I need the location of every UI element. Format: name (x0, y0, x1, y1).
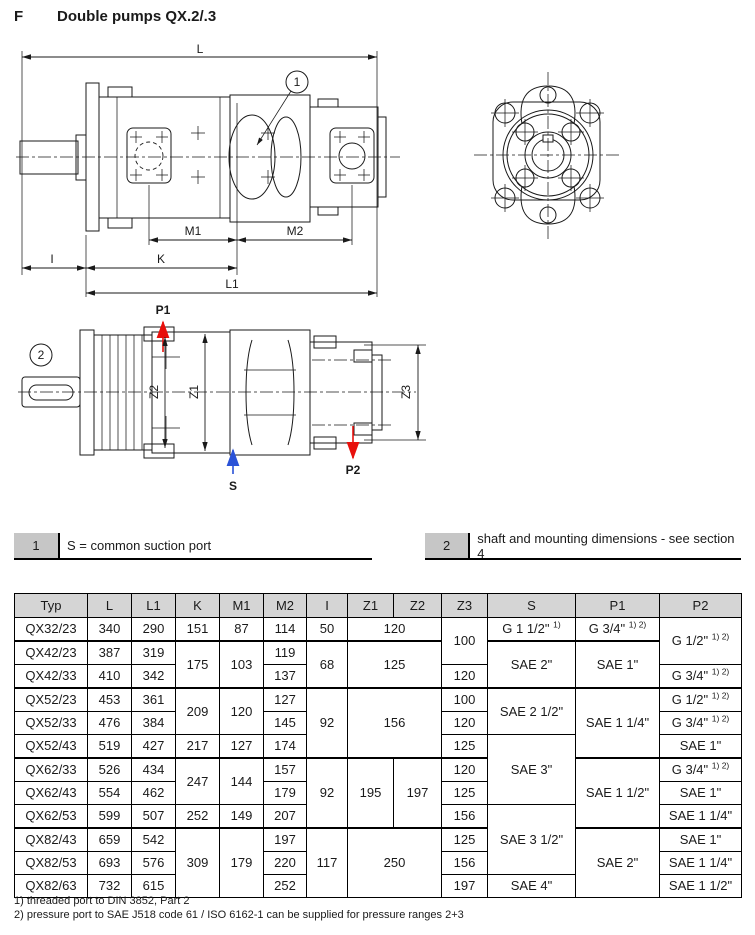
cell-z1z2: 125 (348, 641, 442, 688)
cell-l: 732 (88, 875, 132, 898)
cell-z3: 156 (442, 852, 488, 875)
cell-z3: 197 (442, 875, 488, 898)
cell-p2 (660, 618, 742, 665)
cell-typ: QX42/33 (15, 665, 88, 689)
cell-typ: QX52/43 (15, 735, 88, 759)
cell-m2: 137 (264, 665, 307, 689)
col-header-p2: P2 (660, 594, 742, 618)
table-row (15, 828, 742, 852)
cell-p2 (660, 782, 742, 805)
cell-p2 (660, 665, 742, 689)
cell-m2: 197 (264, 828, 307, 852)
dim-label-i: I (50, 252, 54, 266)
port-size: SAE 3 1/2" (499, 831, 564, 847)
cell-l: 387 (88, 641, 132, 665)
cell-s (488, 618, 576, 642)
cell-p2 (660, 805, 742, 829)
cell-s (488, 641, 576, 688)
port-size: G 3/4" (671, 668, 709, 684)
port-size: SAE 1" (596, 656, 639, 672)
table-header-row (15, 594, 742, 618)
dimension-table (14, 593, 742, 898)
cell-m2: 207 (264, 805, 307, 829)
cell-s (488, 735, 576, 805)
pump-body-plan (22, 327, 392, 458)
port-size: SAE 1" (679, 832, 722, 848)
port-size: SAE 2 1/2" (499, 703, 564, 719)
table-row (15, 641, 742, 665)
table-row (15, 688, 742, 712)
callout-note-1-number: 1 (14, 533, 60, 558)
cell-l1: 290 (132, 618, 176, 642)
port-size: SAE 1 1/4" (668, 808, 733, 824)
cell-i: 68 (307, 641, 348, 688)
table-row (15, 618, 742, 642)
cell-typ: QX82/53 (15, 852, 88, 875)
port-size: G 3/4" (671, 715, 709, 731)
cell-l: 453 (88, 688, 132, 712)
flange-crosshairs (491, 99, 604, 212)
cell-m2: 145 (264, 712, 307, 735)
cell-m2: 252 (264, 875, 307, 898)
cell-m2: 119 (264, 641, 307, 665)
cell-l1: 384 (132, 712, 176, 735)
cell-i: 92 (307, 758, 348, 828)
cell-typ: QX32/23 (15, 618, 88, 642)
callout-note-2-text: shaft and mounting dimensions - see section 4 (477, 530, 735, 561)
cell-l1: 542 (132, 828, 176, 852)
section-letter: F (14, 8, 24, 25)
cell-p2 (660, 828, 742, 852)
cell-typ: QX82/63 (15, 875, 88, 898)
cell-k: 175 (176, 641, 220, 688)
cell-m2: 114 (264, 618, 307, 642)
cell-p2 (660, 875, 742, 898)
cell-l: 554 (88, 782, 132, 805)
cell-z3: 120 (442, 665, 488, 689)
port-size: SAE 2" (510, 656, 553, 672)
cell-s (488, 875, 576, 898)
port-size: G 3/4" (588, 621, 626, 637)
cell-l1: 462 (132, 782, 176, 805)
port-size: SAE 1" (679, 785, 722, 801)
port-size: G 1/2" (671, 633, 709, 649)
col-header-z1: Z1 (348, 594, 394, 618)
col-header-typ: Typ (15, 594, 88, 618)
cell-m2: 127 (264, 688, 307, 712)
cell-m1: 103 (220, 641, 264, 688)
port-label-p2: P2 (345, 463, 361, 477)
cell-k: 309 (176, 828, 220, 898)
drawing-side-view (14, 42, 447, 305)
cell-z1z2: 156 (348, 688, 442, 758)
cell-p2 (660, 852, 742, 875)
col-header-z3: Z3 (442, 594, 488, 618)
cell-z1z2: 250 (348, 828, 442, 898)
port-size: SAE 3" (510, 761, 553, 777)
cell-z2: 197 (394, 758, 442, 828)
port-size: SAE 1 1/2" (585, 785, 650, 801)
cell-l: 410 (88, 665, 132, 689)
cell-typ: QX42/23 (15, 641, 88, 665)
port-size: G 1 1/2" (502, 621, 550, 637)
footnotes (14, 894, 464, 923)
dim-label-z3: Z3 (399, 384, 413, 400)
cell-l1: 507 (132, 805, 176, 829)
cell-m1: 144 (220, 758, 264, 805)
cell-p1 (576, 828, 660, 898)
dim-label-l: L (196, 42, 204, 56)
cell-typ: QX82/43 (15, 828, 88, 852)
cell-l: 519 (88, 735, 132, 759)
port-label-p1: P1 (155, 303, 171, 317)
cell-l1: 576 (132, 852, 176, 875)
cell-typ: QX52/23 (15, 688, 88, 712)
cell-l1: 434 (132, 758, 176, 782)
cell-m2: 179 (264, 782, 307, 805)
cell-z3: 125 (442, 782, 488, 805)
port-size: SAE 1" (679, 738, 722, 754)
table-row (15, 758, 742, 782)
footnote-ref: 1) 2) (628, 619, 647, 630)
cell-m2: 174 (264, 735, 307, 759)
cell-m1: 149 (220, 805, 264, 829)
callout-1-number: 1 (293, 75, 301, 89)
port-size: G 1/2" (671, 692, 709, 708)
cell-z3: 156 (442, 805, 488, 829)
cell-z3: 100 (442, 688, 488, 712)
port-size: G 3/4" (671, 762, 709, 778)
cell-z3: 100 (442, 618, 488, 665)
footnote-2: 2) pressure port to SAE J518 code 61 / ISO 6162-1 can be supplied for pressure ranges 2+3 (14, 909, 464, 922)
cell-l1: 342 (132, 665, 176, 689)
footnote-ref: 1) 2) (711, 760, 730, 771)
cell-p2 (660, 712, 742, 735)
cell-l: 526 (88, 758, 132, 782)
port-label-s: S (228, 479, 238, 493)
footnote-ref: 1) 2) (711, 631, 730, 642)
footnote-ref: 1) 2) (711, 666, 730, 677)
footnote-ref: 1) (553, 619, 561, 630)
cell-p1 (576, 618, 660, 642)
dim-label-z1: Z1 (187, 384, 201, 400)
cell-m1: 179 (220, 828, 264, 898)
col-header-i: I (307, 594, 348, 618)
cell-i: 117 (307, 828, 348, 898)
callout-note-2 (425, 530, 741, 561)
port-size: SAE 4" (510, 878, 553, 894)
port-size: SAE 2" (596, 855, 639, 871)
cell-m1: 87 (220, 618, 264, 642)
cell-m1: 120 (220, 688, 264, 735)
col-header-l1: L1 (132, 594, 176, 618)
cell-p1 (576, 688, 660, 758)
port-size: SAE 1 1/4" (585, 715, 650, 731)
footnote-ref: 1) 2) (711, 690, 730, 701)
cell-typ: QX62/33 (15, 758, 88, 782)
cell-l: 476 (88, 712, 132, 735)
col-header-k: K (176, 594, 220, 618)
cell-s (488, 688, 576, 735)
cell-i: 50 (307, 618, 348, 642)
cell-p1 (576, 641, 660, 688)
cell-s (488, 805, 576, 875)
cell-l1: 427 (132, 735, 176, 759)
cell-l: 693 (88, 852, 132, 875)
dimension-lines-plan (165, 334, 426, 451)
callout-2-number: 2 (37, 348, 45, 362)
dim-label-k: K (156, 252, 166, 266)
cell-typ: QX52/33 (15, 712, 88, 735)
drawing-flange-view (470, 60, 645, 245)
callout-note-1-text: S = common suction port (67, 538, 212, 553)
cell-i: 92 (307, 688, 348, 758)
cell-typ: QX62/53 (15, 805, 88, 829)
cell-z1z2: 120 (348, 618, 442, 642)
cell-k: 247 (176, 758, 220, 805)
cell-z3: 125 (442, 828, 488, 852)
cell-l: 659 (88, 828, 132, 852)
col-header-z2: Z2 (394, 594, 442, 618)
cell-z3: 125 (442, 735, 488, 759)
cell-p2 (660, 735, 742, 759)
dim-label-z2: Z2 (147, 384, 161, 400)
cell-l1: 319 (132, 641, 176, 665)
footnote-1: 1) threaded port to DIN 3852, Part 2 (14, 895, 190, 907)
cell-p2 (660, 758, 742, 782)
cell-p1 (576, 758, 660, 828)
col-header-m2: M2 (264, 594, 307, 618)
cell-typ: QX62/43 (15, 782, 88, 805)
cell-m2: 157 (264, 758, 307, 782)
col-header-s: S (488, 594, 576, 618)
callout-1-leader (257, 91, 291, 145)
cell-p2 (660, 688, 742, 712)
cell-k: 252 (176, 805, 220, 829)
page-title: Double pumps QX.2/.3 (57, 8, 217, 25)
cell-z1: 195 (348, 758, 394, 828)
callout-note-2-number: 2 (425, 533, 470, 558)
dim-label-l1: L1 (225, 277, 239, 291)
col-header-p1: P1 (576, 594, 660, 618)
cell-z3: 120 (442, 758, 488, 782)
cell-l1: 615 (132, 875, 176, 898)
col-header-l: L (88, 594, 132, 618)
dim-label-m1: M1 (184, 224, 202, 238)
drawing-plan-view (14, 300, 444, 500)
dim-label-m2: M2 (286, 224, 304, 238)
cell-k: 217 (176, 735, 220, 759)
port-size: SAE 1 1/2" (668, 878, 733, 894)
cell-z3: 120 (442, 712, 488, 735)
pump-body-side (20, 83, 386, 275)
cell-k: 209 (176, 688, 220, 735)
footnote-ref: 1) 2) (711, 713, 730, 724)
cell-l: 599 (88, 805, 132, 829)
col-header-m1: M1 (220, 594, 264, 618)
port-size: SAE 1 1/4" (668, 855, 733, 871)
cell-m2: 220 (264, 852, 307, 875)
port-cross-marks-mid (191, 126, 275, 184)
cell-m1: 127 (220, 735, 264, 759)
port-cross-marks-stage1 (130, 131, 168, 181)
cell-l: 340 (88, 618, 132, 642)
cell-l1: 361 (132, 688, 176, 712)
callout-note-1 (14, 533, 372, 560)
cell-k: 151 (176, 618, 220, 642)
